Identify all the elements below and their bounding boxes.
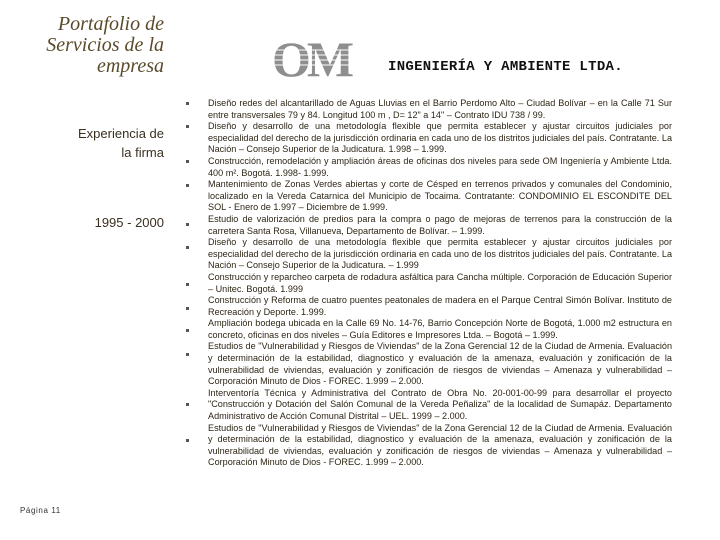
bullet-icon: [186, 223, 189, 226]
page-number: Página 11: [20, 506, 61, 515]
logo-text: OM: [271, 36, 351, 80]
bullet-icon: [186, 102, 189, 105]
list-item: Mantenimiento de Zonas Verdes abiertas y corte de Césped en terrenos privados y comunales del Condominio, localizado en la Vereda Catarnica del Municipio de Tocaima. Contratante: CONDOMINIO EL ESCONDITE DEL SOL - Enero de 1.997 – Diciembre de 1.999.: [208, 179, 672, 213]
bullet-icon: [186, 307, 189, 310]
list-item: Diseño y desarrollo de una metodología flexible que permita establecer y ajustar circuitos judiciales por especialidad del derecho de la jurisdicción ordinaria en cada uno de los distritos judiciales del país. Contratante. La Nación – Consejo Superior de la Judicatura. – 1.999: [208, 237, 672, 271]
year-range: 1995 - 2000: [94, 215, 164, 230]
page-title: [46, 14, 164, 77]
experience-line: Experiencia de: [78, 126, 164, 141]
list-item: Estudios de "Vulnerabilidad y Riesgos de Viviendas" de la Zona Gerencial 12 de la Ciudad de Armenia. Evaluación y determinación de la estabilidad, diagnostico y evaluación de la amenaza, evaluación y zonificación de la vulnerabilidad de viviendas, evaluación y zonificación de riesgos de viviendas – Amenaza y vulnerabilidad – Corporación Minuto de Dios - FOREC. 1.999 – 2.000.: [208, 341, 672, 387]
experience-line: la firma: [121, 145, 164, 160]
bullet-icon: [186, 125, 189, 128]
list-item: Interventoría Técnica y Administrativa del Contrato de Obra No. 20-001-00-99 para desarrollar el proyecto "Construcción y Dotación del Salón Comunal de la Vereda Peñaliza" de la localidad de Sumapáz. Departamento Administrativo de Acción Comunal Distrital – UEL. 1999 – 2.000.: [208, 387, 672, 422]
list-item: Diseño redes del alcantarillado de Aguas Lluvias en el Barrio Perdomo Alto – Ciudad Bolívar – en la Calle 71 Sur entre transversales 79 y 84. Longitud 100 m , D= 12" a 14" – Contrato IDU 738 / 99.: [208, 98, 672, 120]
experience-label: [78, 124, 164, 162]
company-name: INGENIERÍA Y AMBIENTE LTDA.: [388, 59, 623, 75]
title-line: Portafolio de: [57, 13, 164, 35]
bullet-icon: [186, 246, 189, 249]
list-item: Ampliación bodega ubicada en la Calle 69 No. 14-76, Barrio Concepción Norte de Bogotá, 1.000 m2 estructura en concreto, oficinas en dos niveles – Guía Editores e Impresores Ltda. – Bogotá – 1.999.: [208, 318, 672, 340]
company-logo: [258, 36, 364, 80]
bullet-icon: [186, 439, 189, 442]
bullet-icon: [186, 329, 189, 332]
list-item: Estudios de "Vulnerabilidad y Riesgos de Viviendas" de la Zona Gerencial 12 de la Ciudad de Armenia. Evaluación y determinación de la estabilidad, diagnostico y evaluación de la amenaza, evaluación y zonificación de la vulnerabilidad de viviendas, evaluación y zonificación de riesgos de viviendas – Amenaza y vulnerabilidad – Corporación Minuto de Dios - FOREC. 1.999 – 2.000.: [208, 422, 672, 468]
bullet-icon: [186, 353, 189, 356]
list-item: Estudio de valorización de predios para la compra o pago de mejoras de terrenos para la construcción de la carretera Santa Rosa, Villanueva, Departamento de Bolívar. – 1.999.: [208, 213, 672, 236]
list-item: Construcción y reparcheo carpeta de rodadura asfáltica para Cancha múltiple. Corporación de Educación Superior – Unitec. Bogotá. 1.999: [208, 271, 672, 294]
bullet-icon: [186, 283, 189, 286]
experience-list: [208, 98, 672, 469]
list-item: Diseño y desarrollo de una metodología flexible que permita establecer y ajustar circuitos judiciales por especialidad del derecho de la jurisdicción ordinaria en cada uno de los distritos judiciales del país. Contratante. La Nación – Consejo Superior de la Judicatura. 1.998 – 1.999.: [208, 121, 672, 155]
bullet-icon: [186, 403, 189, 406]
bullet-icon: [186, 160, 189, 163]
list-item: Construcción, remodelación y ampliación áreas de oficinas dos niveles para sede OM Ingeniería y Ambiente Ltda. 400 m². Bogotá. 1.998- 1.999.: [208, 155, 672, 178]
list-item: Construcción y Reforma de cuatro puentes peatonales de madera en el Parque Central Simón Bolívar. Instituto de Recreación y Deporte. 1.999.: [208, 295, 672, 317]
bullet-icon: [186, 184, 189, 187]
title-line: Servicios de la: [46, 34, 164, 56]
title-line: empresa: [96, 55, 164, 77]
